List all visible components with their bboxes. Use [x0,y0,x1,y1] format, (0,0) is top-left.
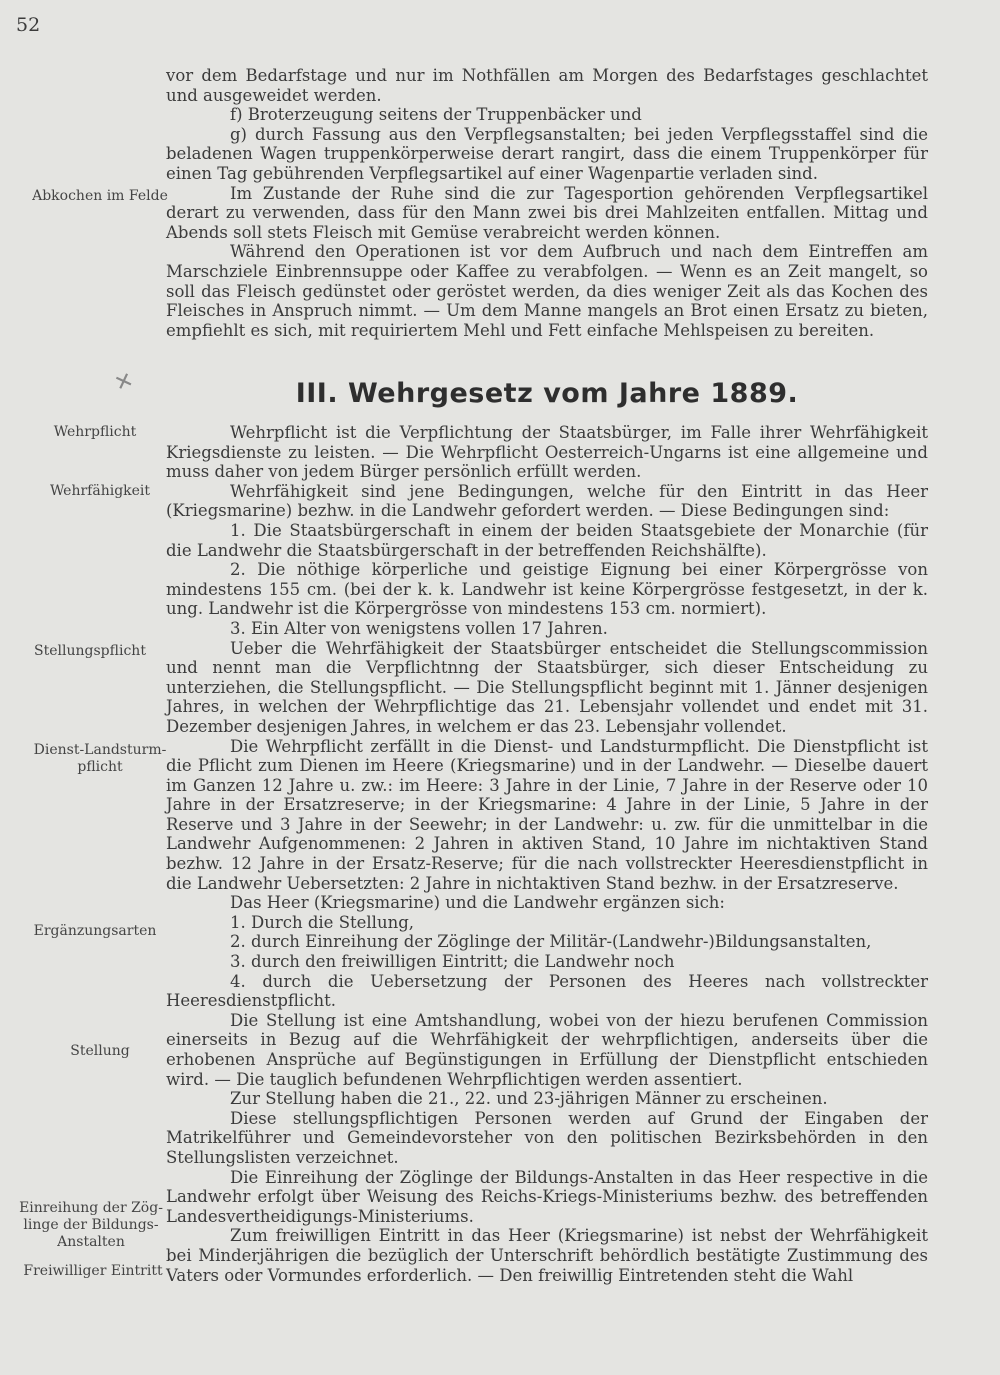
margin-note-dienst-landsturm: Dienst-Landsturm- pflicht [33,742,167,775]
paragraph: Während den Operationen ist vor dem Aufbruch und nach dem Eintreffen am Marschziele Einbrennsuppe oder Kaffee zu verabfolgen. — Wenn es an Zeit mangelt, so soll das Fleisch gedünstet oder geröstet werden, da dies weniger Zeit als das Kochen des Fleisches in Anspruch nimmt. — Um dem Manne mangels an Brot einen Ersatz zu bieten, empfiehlt es sich, mit requiriertem Mehl und Fett einfache Mehlspeisen zu bereiten. [166,242,928,340]
list-item: 3. durch den freiwilligen Eintritt; die Landwehr noch [230,952,675,972]
paragraph: f) Broterzeugung seitens der Truppenbäcker und [230,105,642,125]
paragraph: Wehrpflicht ist die Verpflichtung der Staatsbürger, im Falle ihrer Wehrfähigkeit Kriegsdienste zu leisten. — Die Wehrpflicht Oesterreich-Ungarns ist eine allgemeine und muss daher von jedem Bürger persönlich erfüllt werden. [166,423,928,482]
margin-note-ergaenzungsarten: Ergänzungsarten [33,923,157,939]
list-item: 3. Ein Alter von wenigstens vollen 17 Jahren. [230,618,608,638]
list-item: 2. Die nöthige körperliche und geistige Eignung bei einer Körpergrösse von mindestens 155 cm. (bei der k. k. Landwehr ist keine Körpergrösse festgesetzt, in der k. ung. Landwehr ist die Körpergrösse von mindestens 153 cm. normiert). [166,560,928,619]
paragraph: vor dem Bedarfstage und nur im Nothfällen am Morgen des Bedarfstages geschlachtet und ausgeweidet werden. [166,66,928,105]
top-text-block [166,66,928,340]
paragraph: Im Zustande der Ruhe sind die zur Tagesportion gehörenden Verpflegsartikel derart zu verwenden, dass für den Mann zwei bis drei Mahlzeiten entfallen. Mittag und Abends soll stets Fleisch mit Gemüse verabreicht werden können. [166,183,928,242]
pencil-mark: ✕ [111,367,138,398]
list-item: 1. Die Staatsbürgerschaft in einem der beiden Staatsgebiete der Monarchie (für die Landwehr die Staatsbürgerschaft in der betreffenden Reichshälfte). [166,520,928,560]
paragraph: Zur Stellung haben die 21., 22. und 23-jährigen Männer zu erscheinen. [230,1089,828,1109]
paragraph: Ueber die Wehrfähigkeit der Staatsbürger entscheidet die Stellungscommission und nennt man die Verpflichtnng der Staatsbürger, sich dieser Entscheidung zu unterziehen, die Stellungspflicht. — Die Stellungspflicht beginnt mit 1. Jänner desjenigen Jahres, in welchen der Wehrpflichtige das 21. Lebensjahr vollendet und endet mit 31. Dezember desjenigen Jahres, in welchem er das 23. Lebensjahr vollendet. [166,638,928,736]
paragraph: Zum freiwilligen Eintritt in das Heer (Kriegsmarine) ist nebst der Wehrfähigkeit bei Minderjährigen die bezüglich der Unterschrift behördlich bestätigte Zustimmung des Vaters oder Vormundes erforderlich. — Den freiwillig Eintretenden steht die Wahl [166,1226,928,1285]
margin-note-stellungspflicht: Stellungspflicht [34,643,146,659]
paragraph: Die Wehrpflicht zerfällt in die Dienst- und Landsturmpflicht. Die Dienstpflicht ist die Pflicht zum Dienen im Heere (Kriegsmarine) und in der Landwehr. — Dieselbe dauert im Ganzen 12 Jahre u. zw.: im Heere: 3 Jahre in der Linie, 7 Jahre in der Reserve oder 10 Jahre in der Ersatzreserve; in der Kriegsmarine: 4 Jahre in der Linie, 5 Jahre in der Reserve und 3 Jahre in der Seewehr; in der Landwehr: u. zw. für die unmittelbar in die Landwehr Aufgenommenen: 2 Jahren in aktiven Stand, 10 Jahre im nichtaktiven Stand bezhw. 12 Jahre in der Ersatz-Reserve; für die nach vollstreckter Heeresdienstpflicht in die Landwehr Uebersetzten: 2 Jahre in nichtaktiven Stand bezhw. in der Ersatzreserve. [166,736,928,893]
paragraph: Die Stellung ist eine Amtshandlung, wobei von der hiezu berufenen Commission einerseits in Bezug auf die Wehrfähigkeit der wehrpflichtigen, anderseits über die erhobenen Ansprüche auf Begünstigungen in Erfüllung der Dienstpflicht entschieden wird. — Die tauglich befundenen Wehrpflichtigen werden assentiert. [166,1010,928,1089]
list-item: 4. durch die Uebersetzung der Personen des Heeres nach vollstreckter Heeresdienstpflicht. [166,971,928,1011]
page-number: 52 [16,14,41,36]
paragraph: Das Heer (Kriegsmarine) und die Landwehr ergänzen sich: [230,893,725,913]
paragraph: Wehrfähigkeit sind jene Bedingungen, welche für den Eintritt in das Heer (Kriegsmarine) bezhw. in die Landwehr gefordert werden. — Diese Bedingungen sind: [166,481,928,521]
margin-note-einreihung: Einreihung der Zög- linge der Bildungs- Anstalten [19,1200,163,1250]
body-text-block [166,423,928,1285]
margin-note-freiwilliger: Freiwilliger Eintritt [23,1263,163,1279]
margin-note-wehrpflicht: Wehrpflicht [53,424,137,440]
paragraph: Die Einreihung der Zöglinge der Bildungs-Anstalten in das Heer respective in die Landwehr erfolgt über Weisung des Reichs-Kriegs-Ministeriums bezhw. des betreffenden Landesvertheidigungs-Ministeriums. [166,1167,928,1226]
margin-note-stellung: Stellung [70,1043,130,1059]
margin-note-abkochen: Abkochen im Felde [32,188,168,204]
list-item: 2. durch Einreihung der Zöglinge der Militär-(Landwehr-)Bildungsanstalten, [230,932,872,952]
margin-note-wehrfaehigkeit: Wehrfähigkeit [49,483,151,499]
paragraph: Diese stellungspflichtigen Personen werden auf Grund der Eingaben der Matrikelführer und Gemeindevorsteher von den politischen Bezirksbehörden in den Stellungslisten verzeichnet. [166,1108,928,1167]
list-item: 1. Durch die Stellung, [230,912,415,932]
section-heading: III. Wehrgesetz vom Jahre 1889. [295,378,799,409]
paragraph: g) durch Fassung aus den Verpflegsanstalten; bei jeden Verpflegsstaffel sind die beladenen Wagen truppenkörperweise derart rangirt, dass die einem Truppenkörper für einen Tag gebührenden Verpflegsartikel auf einer Wagenpartie verladen sind. [166,124,928,183]
